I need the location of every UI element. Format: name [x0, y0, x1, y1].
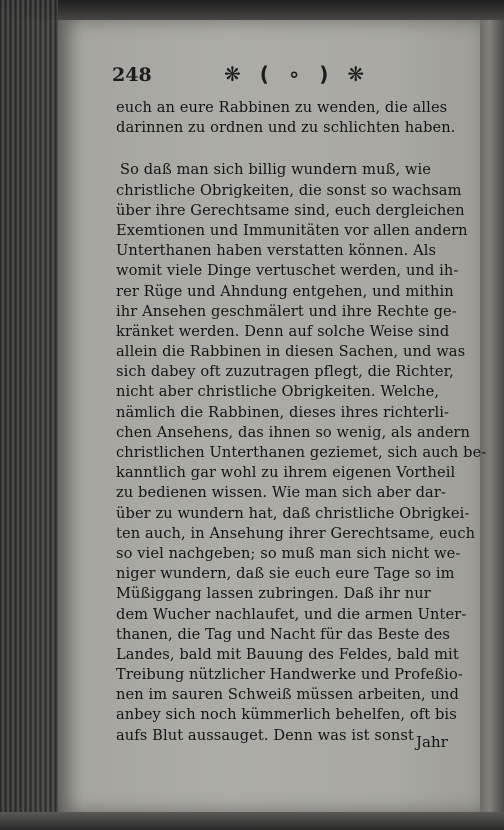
text-line: kränket werden. Denn auf solche Weise sind — [116, 322, 450, 340]
header-ornament: ❋ ( ∘ ) ❋ — [224, 62, 371, 86]
text-line: anbey sich noch kümmerlich behelfen, oft bis — [116, 706, 457, 724]
text-line: christliche Obrigkeiten, die sonst so wachsam — [116, 181, 462, 199]
text-line: so viel nachgeben; so muß man sich nicht we- — [116, 544, 461, 562]
text-line: nicht aber christliche Obrigkeiten. Welche, — [116, 383, 440, 401]
text-line: zu bedienen wissen. Wie man sich aber dar- — [116, 484, 446, 502]
text-line: Treibung nützlicher Handwerke und Profeßio- — [116, 666, 463, 684]
text-line: rer Rüge und Ahndung entgehen, und mithin — [116, 282, 454, 300]
text-line: nämlich die Rabbinen, dieses ihres richterli- — [116, 403, 450, 421]
text-line: Unterthanen haben verstatten können. Als — [116, 242, 437, 260]
text-line: euch an eure Rabbinen zu wenden, die alles — [116, 99, 448, 116]
text-line: Landes, bald mit Bauung des Feldes, bald mit — [116, 645, 459, 663]
text-line: sich dabey oft zuzutragen pflegt, die Richter, — [116, 363, 454, 381]
text-line: über zu wundern hat, daß christliche Obrigkei- — [116, 504, 470, 522]
text-line: aufs Blut aussauget. Denn was ist sonst — [116, 726, 414, 744]
text-line: thanen, die Tag und Nacht für das Beste des — [116, 625, 450, 643]
text-line: Exemtionen und Immunitäten vor allen andern — [116, 221, 468, 239]
text-line: chen Ansehens, das ihnen so wenig, als andern — [116, 423, 471, 441]
book-top-edge — [0, 0, 504, 20]
text-line: dem Wucher nachlaufet, und die armen Unter- — [116, 605, 467, 623]
text-line: niger wundern, daß sie euch eure Tage so im — [116, 565, 455, 583]
page-header — [112, 62, 372, 92]
text-line: ihr Ansehen geschmälert und ihre Rechte ge- — [116, 302, 457, 320]
paragraph-gap — [116, 138, 488, 160]
text-line: kanntlich gar wohl zu ihrem eigenen Vortheil — [116, 464, 456, 482]
body-text — [116, 98, 488, 746]
text-line: ten auch, in Ansehung ihrer Gerechtsame, euch — [116, 524, 476, 542]
catchword: Jahr — [416, 733, 448, 751]
text-line: womit viele Dinge vertuschet werden, und ih- — [116, 262, 459, 280]
text-line: darinnen zu ordnen und zu schlichten haben. — [116, 119, 456, 137]
text-line: christlichen Unterthanen geziemet, sich auch be- — [116, 444, 487, 461]
page-number: 248 — [112, 64, 152, 86]
text-line: So daß man sich billig wundern muß, wie — [120, 161, 432, 179]
text-line: allein die Rabbinen in diesen Sachen, und was — [116, 343, 466, 361]
text-line: über ihre Gerechtsame sind, euch dergleichen — [116, 201, 465, 219]
text-line: Müßiggang lassen zubringen. Daß ihr nur — [116, 585, 431, 603]
text-line: nen im sauren Schweiß müssen arbeiten, und — [116, 686, 459, 704]
page-stack-left — [0, 0, 58, 830]
book-bottom-edge — [0, 812, 504, 830]
